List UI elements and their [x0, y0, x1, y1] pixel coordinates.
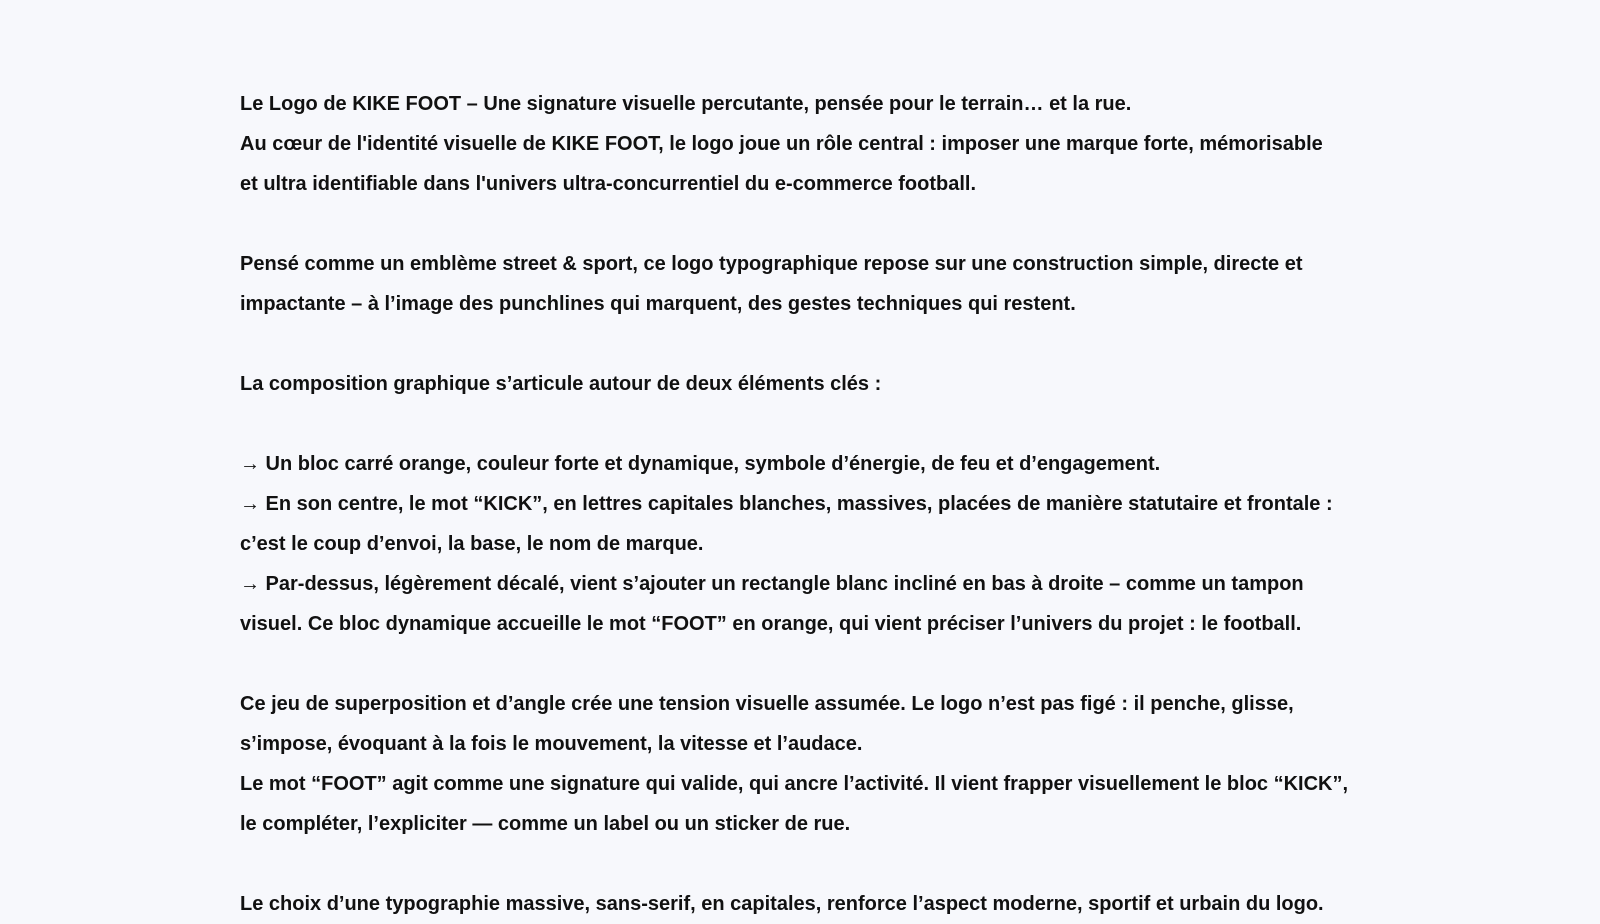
text-line: Ce jeu de superposition et d’angle crée une tension visuelle assumée. Le logo n’est pas figé : il penche, glisse, [240, 693, 1294, 715]
paragraph-spacer [240, 844, 1390, 884]
text-line: c’est le coup d’envoi, la base, le nom de marque. [240, 533, 704, 555]
text-line: s’impose, évoquant à la fois le mouvement, la vitesse et l’audace. [240, 733, 863, 755]
text-line: impactante – à l’image des punchlines qui marquent, des gestes techniques qui restent. [240, 293, 1076, 315]
text-line: → En son centre, le mot “KICK”, en lettres capitales blanches, massives, placées de manière statutaire et frontale : [240, 493, 1333, 515]
text-line: Pensé comme un emblème street & sport, ce logo typographique repose sur une construction simple, directe et [240, 253, 1303, 275]
text-line: visuel. Ce bloc dynamique accueille le mot “FOOT” en orange, qui vient préciser l’univers du projet : le football. [240, 613, 1302, 635]
document-body [240, 84, 1390, 924]
paragraph-spacer [240, 644, 1390, 684]
text-line: La composition graphique s’articule autour de deux éléments clés : [240, 373, 882, 395]
text-line: Le Logo de KIKE FOOT – Une signature visuelle percutante, pensée pour le terrain… et la rue. [240, 93, 1132, 115]
paragraph-spacer [240, 404, 1390, 444]
paragraph-spacer [240, 324, 1390, 364]
text-line: Le choix d’une typographie massive, sans-serif, en capitales, renforce l’aspect moderne, sportif et urbain du logo. [240, 893, 1324, 915]
text-line: Le mot “FOOT” agit comme une signature qui valide, qui ancre l’activité. Il vient frapper visuellement le bloc “KICK”, [240, 773, 1349, 795]
text-line: et ultra identifiable dans l'univers ultra-concurrentiel du e-commerce football. [240, 173, 977, 195]
text-line: → Un bloc carré orange, couleur forte et dynamique, symbole d’énergie, de feu et d’engagement. [240, 453, 1161, 475]
text-line: Au cœur de l'identité visuelle de KIKE FOOT, le logo joue un rôle central : imposer une marque forte, mémorisable [240, 133, 1323, 155]
text-line: → Par-dessus, légèrement décalé, vient s’ajouter un rectangle blanc incliné en bas à droite – comme un tampon [240, 573, 1304, 595]
paragraph-spacer [240, 204, 1390, 244]
text-line: le compléter, l’expliciter — comme un label ou un sticker de rue. [240, 813, 851, 835]
